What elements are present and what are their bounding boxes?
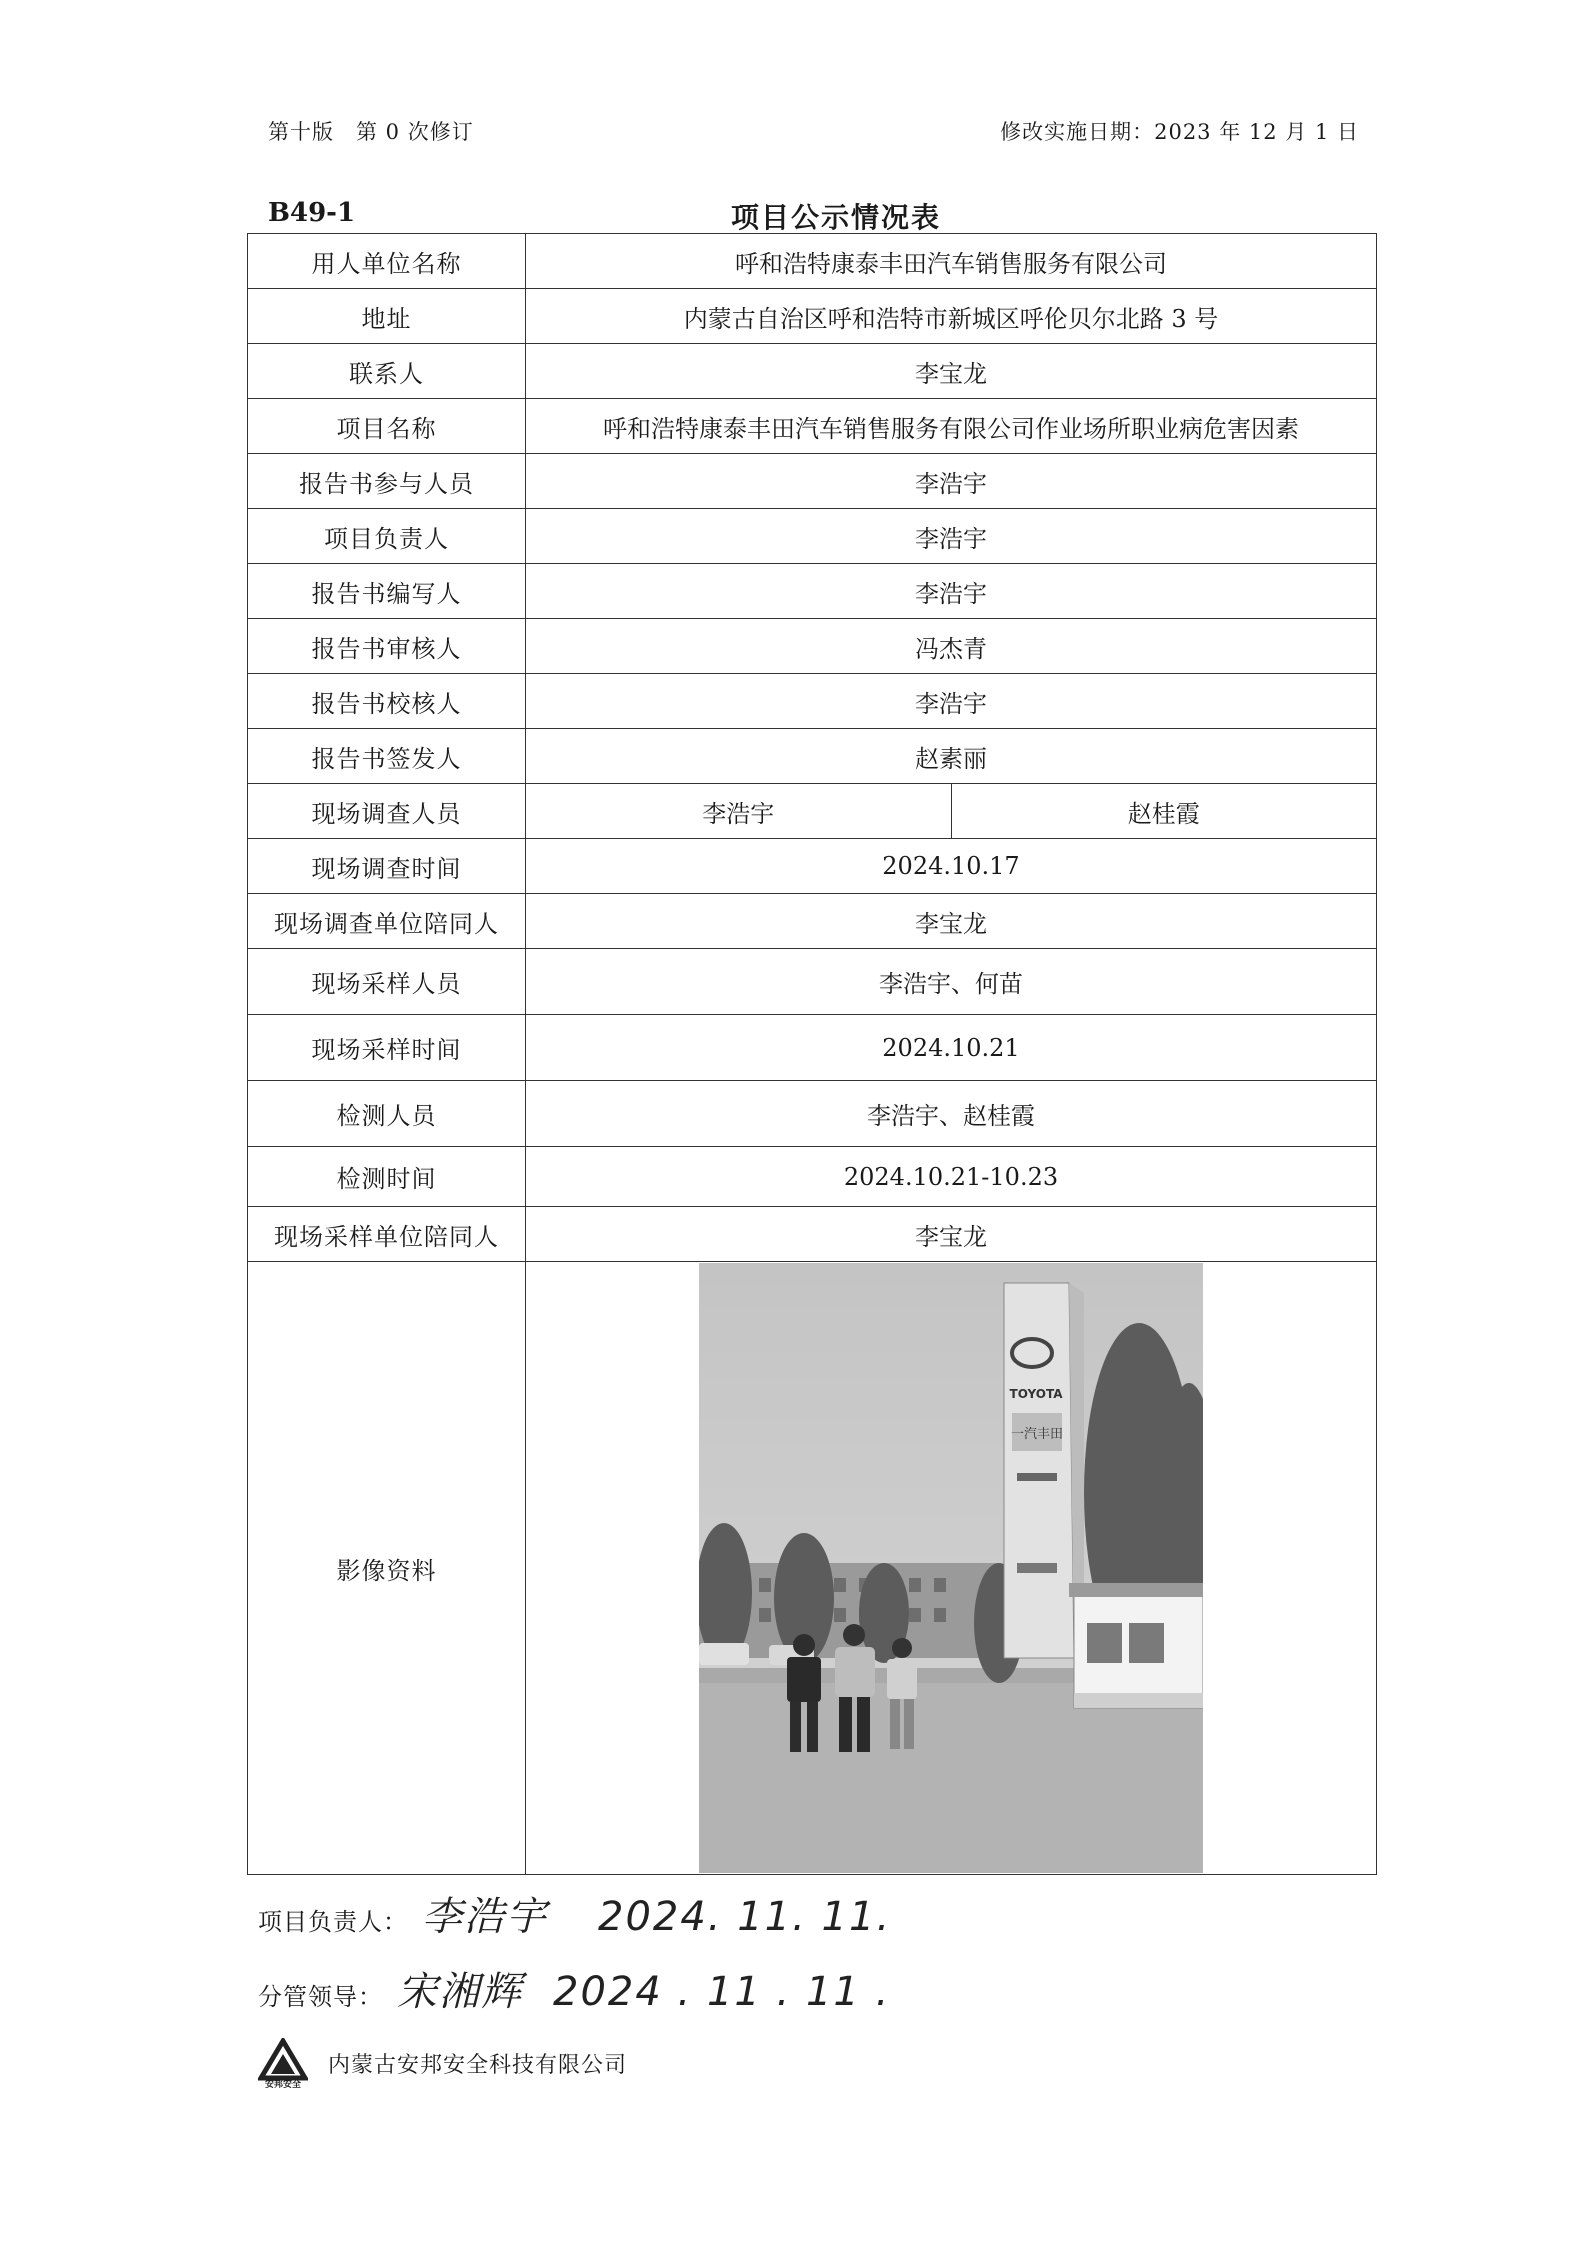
image-label: 影像资料 — [248, 1262, 526, 1875]
table-row — [248, 344, 1377, 399]
row-label: 现场调查时间 — [248, 839, 526, 894]
row-value: 李宝龙 — [526, 894, 1377, 949]
manager-label: 分管领导： — [258, 1983, 383, 2011]
row-label: 检测时间 — [248, 1147, 526, 1207]
row-label: 报告书审核人 — [248, 619, 526, 674]
row-value: 内蒙古自治区呼和浩特市新城区呼伦贝尔北路 3 号 — [526, 289, 1377, 344]
row-value: 2024.10.17 — [526, 839, 1377, 894]
page-title: 项目公示情况表 — [730, 201, 941, 234]
sign-text: 一汽丰田 — [1010, 1427, 1064, 1442]
footer — [258, 2038, 627, 2088]
site-photo — [699, 1263, 1203, 1873]
row-label: 联系人 — [248, 344, 526, 399]
company-logo-icon — [258, 2038, 308, 2088]
leader-date: 2024. 11. 11. — [598, 1894, 892, 1940]
row-value: 2024.10.21 — [526, 1015, 1377, 1081]
row-label: 报告书参与人员 — [248, 454, 526, 509]
effective-date-text: 修改实施日期：2023 年 12 月 1 日 — [1000, 120, 1359, 144]
row-value: 李浩宇、何苗 — [526, 949, 1377, 1015]
row-value: 赵素丽 — [526, 729, 1377, 784]
table-row — [248, 1147, 1377, 1207]
leader-signature-row — [258, 1885, 891, 1942]
table-row — [248, 949, 1377, 1015]
table-row — [248, 619, 1377, 674]
table-row — [248, 289, 1377, 344]
table-row — [248, 454, 1377, 509]
row-label: 地址 — [248, 289, 526, 344]
edition-text: 第十版 第 0 次修订 — [268, 120, 474, 144]
table-row — [248, 839, 1377, 894]
table-row — [248, 894, 1377, 949]
row-value: 李浩宇 — [526, 674, 1377, 729]
row-label: 项目名称 — [248, 399, 526, 454]
row-value-2: 赵桂霞 — [951, 784, 1377, 839]
table-row — [248, 1207, 1377, 1262]
sign-brand: TOYOTA — [1009, 1387, 1063, 1401]
row-label: 现场采样单位陪同人 — [248, 1207, 526, 1262]
table-row — [248, 234, 1377, 289]
table-row — [248, 509, 1377, 564]
row-label: 现场采样时间 — [248, 1015, 526, 1081]
table-row — [248, 564, 1377, 619]
table-row — [248, 1081, 1377, 1147]
row-label: 检测人员 — [248, 1081, 526, 1147]
table-row — [248, 674, 1377, 729]
row-value: 李宝龙 — [526, 344, 1377, 399]
row-value: 李浩宇 — [526, 509, 1377, 564]
table-row — [248, 399, 1377, 454]
row-value: 呼和浩特康泰丰田汽车销售服务有限公司作业场所职业病危害因素 — [526, 399, 1377, 454]
row-value: 李浩宇 — [526, 564, 1377, 619]
row-label: 报告书校核人 — [248, 674, 526, 729]
row-label: 报告书编写人 — [248, 564, 526, 619]
row-label: 报告书签发人 — [248, 729, 526, 784]
form-code: B49-1 — [268, 198, 356, 228]
row-label: 用人单位名称 — [248, 234, 526, 289]
leader-label: 项目负责人： — [258, 1908, 408, 1936]
row-value-1: 李浩宇 — [526, 784, 952, 839]
row-label: 现场调查单位陪同人 — [248, 894, 526, 949]
table-row — [248, 784, 1377, 839]
row-label: 现场调查人员 — [248, 784, 526, 839]
leader-signature: 李浩宇 — [422, 1894, 548, 1940]
table-row — [248, 1015, 1377, 1081]
row-value: 李浩宇、赵桂霞 — [526, 1081, 1377, 1147]
table-row — [248, 729, 1377, 784]
row-value: 冯杰青 — [526, 619, 1377, 674]
row-value: 李浩宇 — [526, 454, 1377, 509]
row-value: 李宝龙 — [526, 1207, 1377, 1262]
manager-signature: 宋湘辉 — [397, 1969, 523, 2015]
photo-cell — [526, 1262, 1377, 1875]
row-value: 2024.10.21-10.23 — [526, 1147, 1377, 1207]
row-value: 呼和浩特康泰丰田汽车销售服务有限公司 — [526, 234, 1377, 289]
table-row — [248, 1262, 1377, 1875]
project-info-table — [247, 233, 1377, 1875]
company-name: 内蒙古安邦安全科技有限公司 — [328, 2052, 628, 2078]
logo-text: 安邦安全 — [264, 2080, 302, 2088]
row-label: 项目负责人 — [248, 509, 526, 564]
manager-signature-row — [258, 1960, 890, 2017]
manager-date: 2024 . 11 . 11 . — [553, 1969, 891, 2015]
row-label: 现场采样人员 — [248, 949, 526, 1015]
